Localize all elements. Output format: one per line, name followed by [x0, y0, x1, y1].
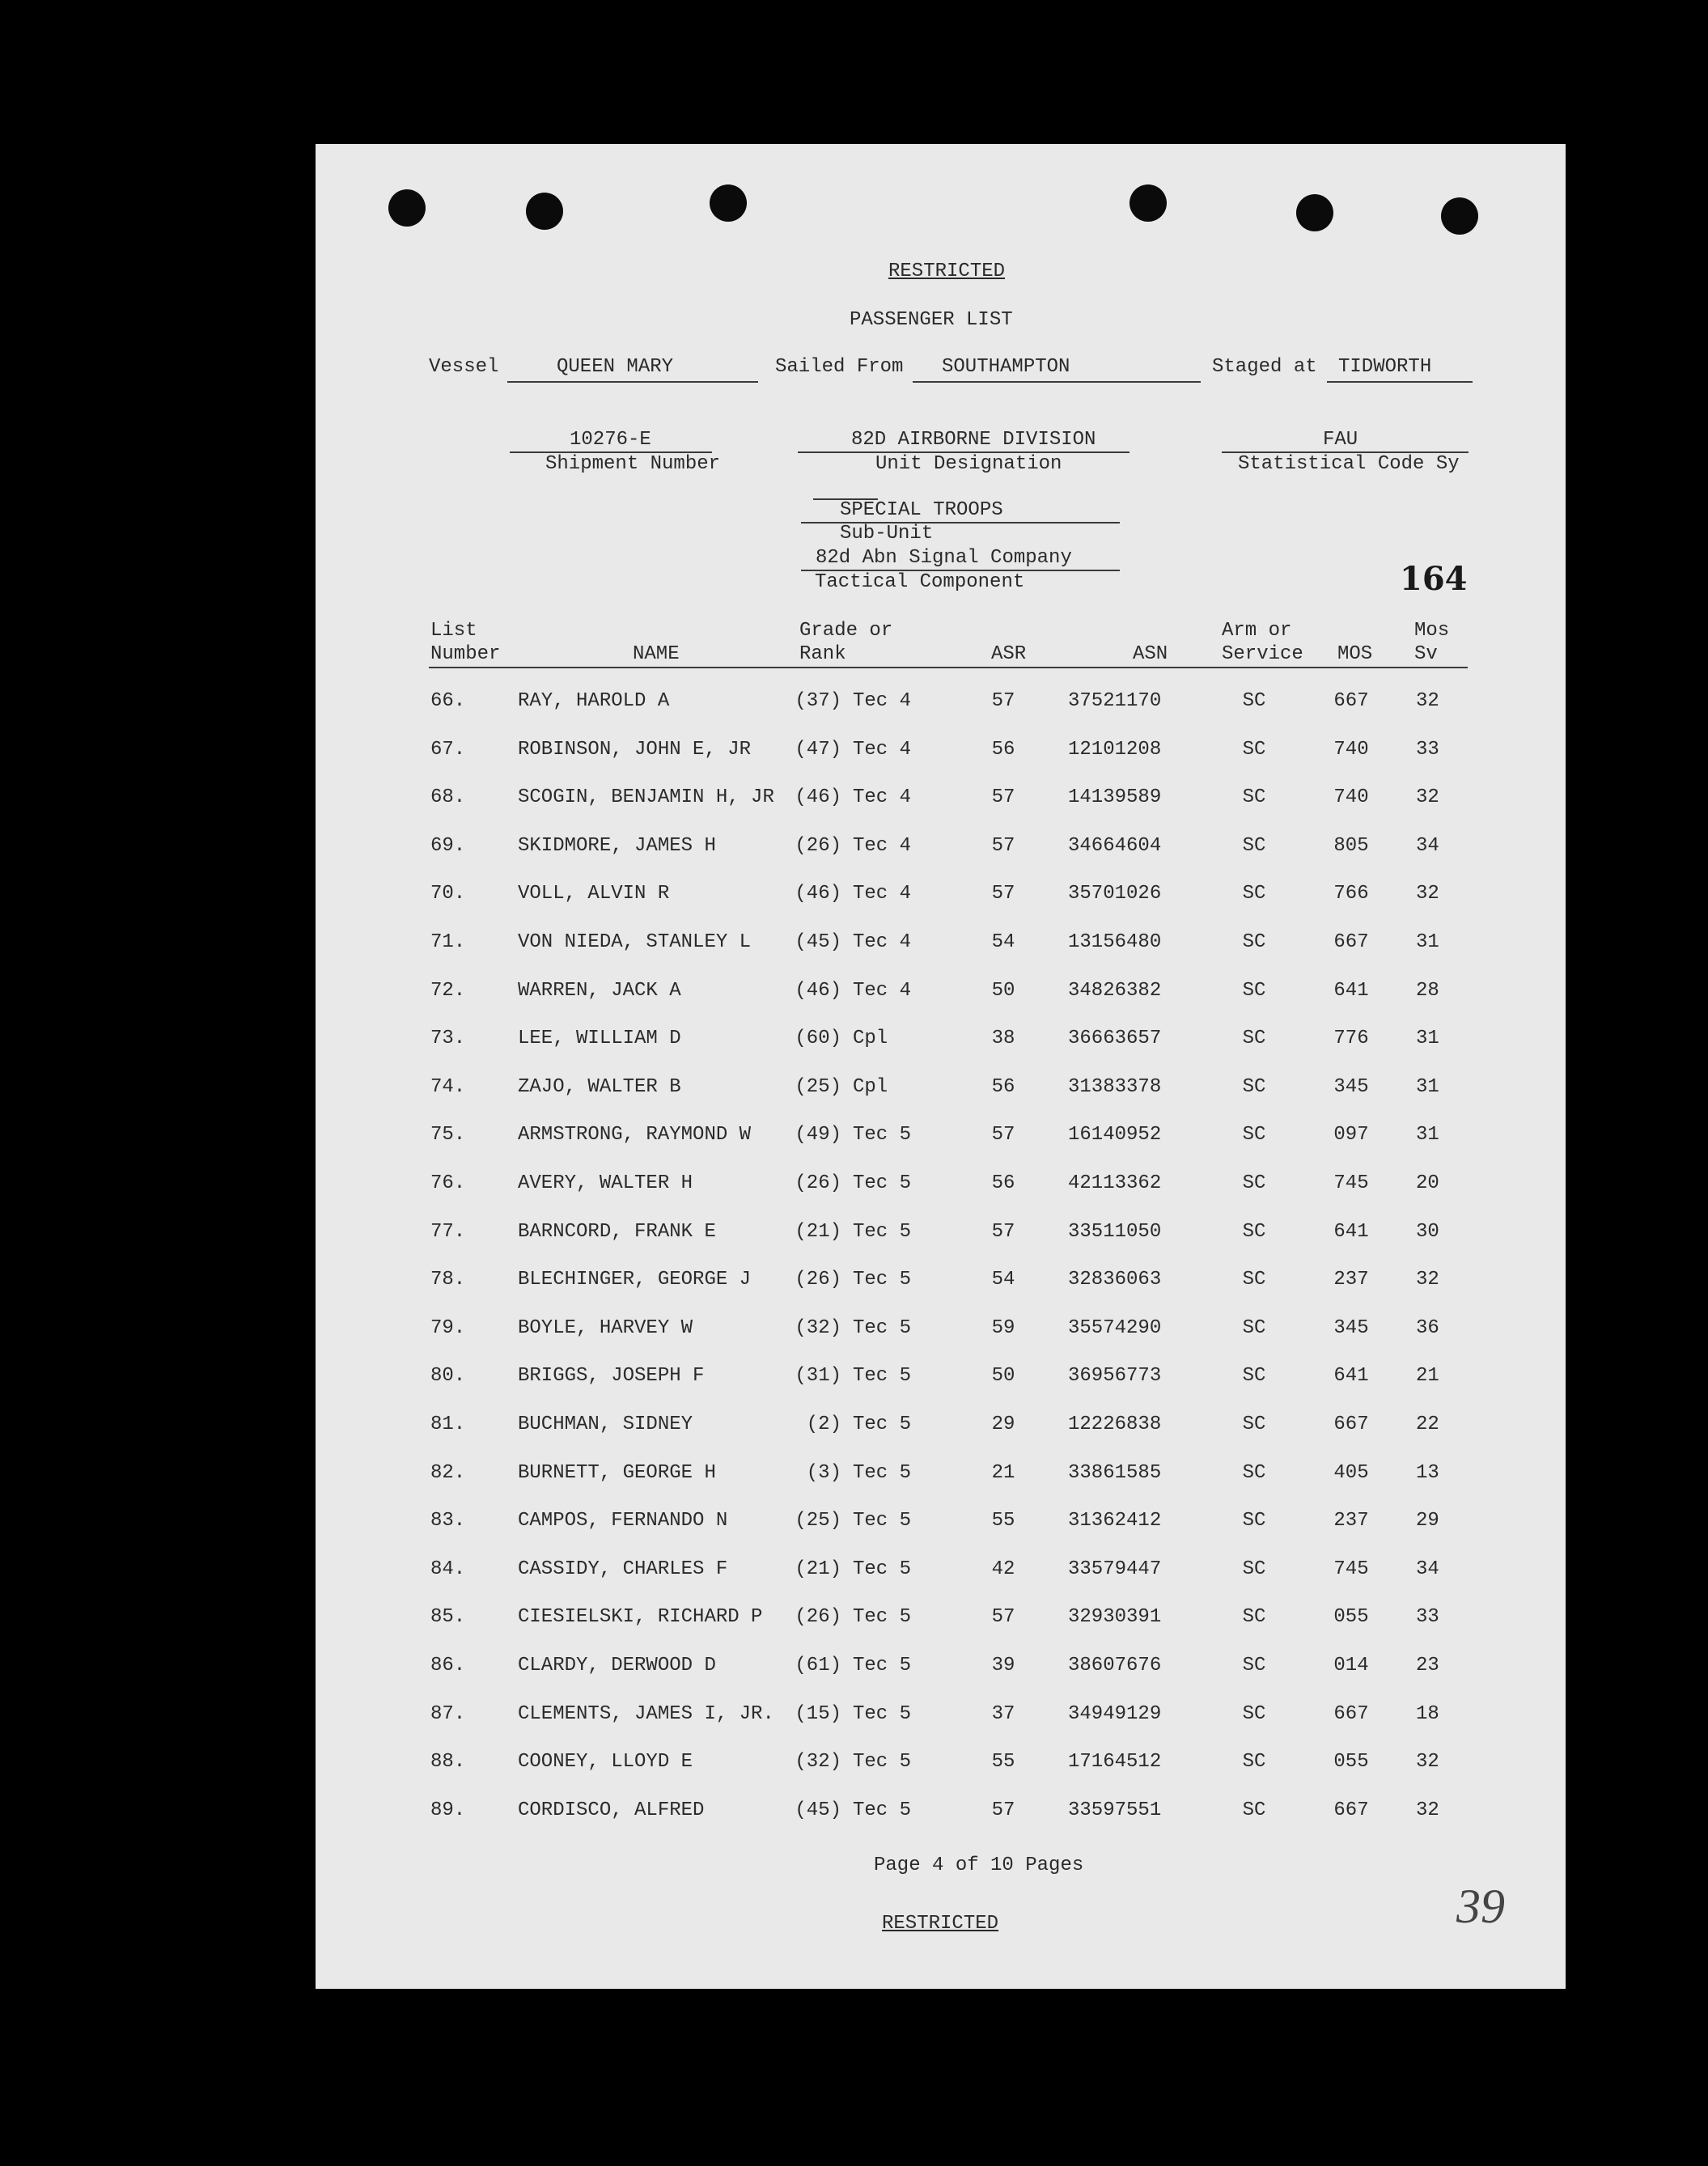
asn-value: 34826382 — [1068, 980, 1162, 1002]
col-name: NAME — [633, 643, 680, 665]
grade: Tec 5 — [853, 1510, 912, 1532]
asr-value: 57 — [991, 1124, 1015, 1146]
mos-sv-value: 13 — [1416, 1462, 1439, 1484]
asr-value: 56 — [991, 1172, 1015, 1194]
sailed-from-underline — [913, 381, 1201, 383]
mos-value: 745 — [1333, 1558, 1369, 1580]
grade: Tec 5 — [853, 1269, 912, 1291]
arm-service: SC — [1242, 1703, 1266, 1725]
mos-value: 237 — [1333, 1269, 1369, 1291]
table-row — [316, 1511, 1566, 1536]
asn-value: 14139589 — [1068, 786, 1162, 808]
punch-hole — [1296, 194, 1333, 231]
list-number: 88. — [430, 1751, 466, 1773]
unit-designation: 82D AIRBORNE DIVISION — [851, 429, 1096, 451]
passenger-name: SCOGIN, BENJAMIN H, JR — [518, 786, 774, 808]
grade: Tec 5 — [853, 1751, 912, 1773]
grade: Tec 4 — [853, 931, 912, 953]
col-mos-sv-line1: Mos — [1414, 620, 1450, 642]
arm-service: SC — [1242, 1076, 1266, 1098]
passenger-name: BUCHMAN, SIDNEY — [518, 1414, 693, 1435]
grade: Tec 4 — [853, 883, 912, 905]
tactical-component: 82d Abn Signal Company — [816, 547, 1072, 569]
mos-sv-value: 34 — [1416, 1558, 1439, 1580]
unit-designation-label: Unit Designation — [875, 453, 1062, 475]
mos-sv-value: 32 — [1416, 786, 1439, 808]
statistical-code-label: Statistical Code Sy — [1238, 453, 1460, 475]
grade: Tec 5 — [853, 1558, 912, 1580]
list-number: 77. — [430, 1221, 466, 1243]
mos-sv-value: 18 — [1416, 1703, 1439, 1725]
roster-number: (3) — [806, 1462, 841, 1484]
roster-number: (26) — [795, 1606, 841, 1628]
shipment-number: 10276-E — [570, 429, 651, 451]
asr-value: 57 — [991, 835, 1015, 857]
table-row — [316, 1464, 1566, 1488]
passenger-name: CIESIELSKI, RICHARD P — [518, 1606, 763, 1628]
col-list-number-line1: List — [430, 620, 477, 642]
asr-value: 57 — [991, 883, 1015, 905]
arm-service: SC — [1242, 786, 1266, 808]
mos-value: 667 — [1333, 690, 1369, 712]
list-number: 69. — [430, 835, 466, 857]
arm-service: SC — [1242, 1799, 1266, 1821]
statistical-code: FAU — [1323, 429, 1358, 451]
grade: Tec 5 — [853, 1414, 912, 1435]
passenger-name: COONEY, LLOYD E — [518, 1751, 693, 1773]
mos-value: 014 — [1333, 1655, 1369, 1676]
col-grade-line1: Grade or — [799, 620, 893, 642]
asn-value: 34949129 — [1068, 1703, 1162, 1725]
roster-number: (26) — [795, 835, 841, 857]
table-row — [316, 1174, 1566, 1198]
mos-sv-value: 33 — [1416, 739, 1439, 761]
sailed-from-label: Sailed From — [775, 356, 904, 378]
arm-service: SC — [1242, 1751, 1266, 1773]
list-number: 83. — [430, 1510, 466, 1532]
classification-bottom: RESTRICTED — [882, 1913, 999, 1935]
roster-number: (37) — [795, 690, 841, 712]
grade: Tec 5 — [853, 1655, 912, 1676]
list-number: 72. — [430, 980, 466, 1002]
table-row — [316, 1656, 1566, 1681]
table-row — [316, 1029, 1566, 1053]
mos-sv-value: 33 — [1416, 1606, 1439, 1628]
roster-number: (60) — [795, 1028, 841, 1049]
list-number: 85. — [430, 1606, 466, 1628]
list-number: 87. — [430, 1703, 466, 1725]
arm-service: SC — [1242, 739, 1266, 761]
classification-top: RESTRICTED — [888, 261, 1006, 282]
asn-value: 31362412 — [1068, 1510, 1162, 1532]
grade: Cpl — [853, 1028, 888, 1049]
grade: Tec 4 — [853, 980, 912, 1002]
roster-number: (25) — [795, 1510, 841, 1532]
passenger-name: ROBINSON, JOHN E, JR — [518, 739, 752, 761]
document-title: PASSENGER LIST — [850, 309, 1013, 331]
asr-value: 57 — [991, 1221, 1015, 1243]
passenger-name: LEE, WILLIAM D — [518, 1028, 681, 1049]
list-number: 67. — [430, 739, 466, 761]
arm-service: SC — [1242, 1510, 1266, 1532]
grade: Tec 4 — [853, 690, 912, 712]
asr-value: 55 — [991, 1510, 1015, 1532]
arm-service: SC — [1242, 883, 1266, 905]
arm-service: SC — [1242, 1365, 1266, 1387]
asr-value: 38 — [991, 1028, 1015, 1049]
list-number: 86. — [430, 1655, 466, 1676]
roster-number: (32) — [795, 1317, 841, 1339]
arm-service: SC — [1242, 835, 1266, 857]
tactical-component-label: Tactical Component — [815, 571, 1025, 593]
asn-value: 16140952 — [1068, 1124, 1162, 1146]
grade: Tec 5 — [853, 1799, 912, 1821]
roster-number: (46) — [795, 786, 841, 808]
roster-number: (15) — [795, 1703, 841, 1725]
mos-sv-value: 34 — [1416, 835, 1439, 857]
roster-number: (26) — [795, 1172, 841, 1194]
asr-value: 37 — [991, 1703, 1015, 1725]
list-number: 73. — [430, 1028, 466, 1049]
mos-value: 740 — [1333, 786, 1369, 808]
mos-sv-value: 21 — [1416, 1365, 1439, 1387]
grade: Cpl — [853, 1076, 888, 1098]
arm-service: SC — [1242, 980, 1266, 1002]
asr-value: 50 — [991, 980, 1015, 1002]
mos-value: 405 — [1333, 1462, 1369, 1484]
asr-value: 39 — [991, 1655, 1015, 1676]
passenger-name: VOLL, ALVIN R — [518, 883, 670, 905]
asn-value: 37521170 — [1068, 690, 1162, 712]
roster-number: (46) — [795, 980, 841, 1002]
asr-value: 56 — [991, 739, 1015, 761]
shipment-number-label: Shipment Number — [545, 453, 721, 475]
roster-number: (47) — [795, 739, 841, 761]
asr-value: 57 — [991, 1606, 1015, 1628]
passenger-name: SKIDMORE, JAMES H — [518, 835, 716, 857]
list-number: 74. — [430, 1076, 466, 1098]
mos-value: 641 — [1333, 1365, 1369, 1387]
mos-sv-value: 29 — [1416, 1510, 1439, 1532]
mos-sv-value: 31 — [1416, 1124, 1439, 1146]
mos-sv-value: 23 — [1416, 1655, 1439, 1676]
mos-sv-value: 32 — [1416, 883, 1439, 905]
asn-value: 17164512 — [1068, 1751, 1162, 1773]
roster-number: (45) — [795, 931, 841, 953]
sub-unit: SPECIAL TROOPS — [840, 499, 1003, 521]
roster-number: (49) — [795, 1124, 841, 1146]
passenger-name: CLEMENTS, JAMES I, JR. — [518, 1703, 774, 1725]
arm-service: SC — [1242, 1558, 1266, 1580]
list-number: 68. — [430, 786, 466, 808]
asr-value: 59 — [991, 1317, 1015, 1339]
punch-hole — [1441, 197, 1478, 235]
table-row — [316, 981, 1566, 1006]
list-number: 80. — [430, 1365, 466, 1387]
arm-service: SC — [1242, 1221, 1266, 1243]
list-number: 76. — [430, 1172, 466, 1194]
mos-value: 776 — [1333, 1028, 1369, 1049]
arm-service: SC — [1242, 1124, 1266, 1146]
mos-value: 055 — [1333, 1606, 1369, 1628]
grade: Tec 5 — [853, 1317, 912, 1339]
passenger-name: WARREN, JACK A — [518, 980, 681, 1002]
col-asn: ASN — [1133, 643, 1168, 665]
asn-value: 32930391 — [1068, 1606, 1162, 1628]
arm-service: SC — [1242, 1172, 1266, 1194]
mos-sv-value: 32 — [1416, 690, 1439, 712]
list-number: 78. — [430, 1269, 466, 1291]
arm-service: SC — [1242, 1414, 1266, 1435]
table-row — [316, 1415, 1566, 1439]
table-row — [316, 884, 1566, 909]
staged-at-underline — [1327, 381, 1473, 383]
asn-value: 34664604 — [1068, 835, 1162, 857]
vessel-value: QUEEN MARY — [557, 356, 674, 378]
mos-sv-value: 22 — [1416, 1414, 1439, 1435]
passenger-name: BLECHINGER, GEORGE J — [518, 1269, 752, 1291]
col-arm-line1: Arm or — [1222, 620, 1292, 642]
mos-sv-value: 36 — [1416, 1317, 1439, 1339]
roster-number: (32) — [795, 1751, 841, 1773]
asn-value: 33597551 — [1068, 1799, 1162, 1821]
table-row — [316, 1078, 1566, 1102]
col-grade-line2: Rank — [799, 643, 846, 665]
list-number: 75. — [430, 1124, 466, 1146]
roster-number: (21) — [795, 1221, 841, 1243]
mos-value: 667 — [1333, 1703, 1369, 1725]
mos-sv-value: 32 — [1416, 1751, 1439, 1773]
handwritten-number: 39 — [1456, 1880, 1505, 1933]
table-row — [316, 788, 1566, 812]
asr-value: 21 — [991, 1462, 1015, 1484]
roster-number: (46) — [795, 883, 841, 905]
grade: Tec 4 — [853, 835, 912, 857]
mos-value: 667 — [1333, 1799, 1369, 1821]
asn-value: 12101208 — [1068, 739, 1162, 761]
table-row — [316, 933, 1566, 957]
asr-value: 50 — [991, 1365, 1015, 1387]
grade: Tec 5 — [853, 1703, 912, 1725]
mos-sv-value: 31 — [1416, 931, 1439, 953]
document-page — [316, 144, 1566, 1989]
col-list-number-line2: Number — [430, 643, 501, 665]
asn-value: 33579447 — [1068, 1558, 1162, 1580]
punch-hole — [526, 193, 563, 230]
asr-value: 29 — [991, 1414, 1015, 1435]
punch-hole — [388, 189, 426, 227]
roster-number: (21) — [795, 1558, 841, 1580]
mos-sv-value: 32 — [1416, 1799, 1439, 1821]
grade: Tec 4 — [853, 786, 912, 808]
mos-sv-value: 31 — [1416, 1028, 1439, 1049]
table-row — [316, 1560, 1566, 1584]
passenger-name: AVERY, WALTER H — [518, 1172, 693, 1194]
mos-value: 097 — [1333, 1124, 1369, 1146]
mos-value: 237 — [1333, 1510, 1369, 1532]
asn-value: 36663657 — [1068, 1028, 1162, 1049]
table-row — [316, 692, 1566, 716]
header-rule — [429, 667, 1468, 668]
grade: Tec 5 — [853, 1221, 912, 1243]
passenger-name: BOYLE, HARVEY W — [518, 1317, 693, 1339]
list-number: 81. — [430, 1414, 466, 1435]
roster-number: (26) — [795, 1269, 841, 1291]
staged-at-label: Staged at — [1212, 356, 1317, 378]
table-row — [316, 1753, 1566, 1777]
passenger-name: VON NIEDA, STANLEY L — [518, 931, 752, 953]
page-info: Page 4 of 10 Pages — [874, 1854, 1084, 1876]
roster-number: (61) — [795, 1655, 841, 1676]
mos-sv-value: 20 — [1416, 1172, 1439, 1194]
mos-value: 745 — [1333, 1172, 1369, 1194]
mos-value: 055 — [1333, 1751, 1369, 1773]
table-row — [316, 1801, 1566, 1825]
roster-number: (2) — [806, 1414, 841, 1435]
asr-value: 54 — [991, 1269, 1015, 1291]
grade: Tec 5 — [853, 1124, 912, 1146]
list-number: 79. — [430, 1317, 466, 1339]
col-asr: ASR — [991, 643, 1027, 665]
passenger-name: CAMPOS, FERNANDO N — [518, 1510, 728, 1532]
mos-value: 667 — [1333, 931, 1369, 953]
passenger-name: CLARDY, DERWOOD D — [518, 1655, 716, 1676]
table-row — [316, 1705, 1566, 1729]
list-number: 66. — [430, 690, 466, 712]
grade: Tec 5 — [853, 1606, 912, 1628]
mos-value: 766 — [1333, 883, 1369, 905]
grade: Tec 5 — [853, 1365, 912, 1387]
sailed-from-value: SOUTHAMPTON — [942, 356, 1070, 378]
table-row — [316, 1319, 1566, 1343]
arm-service: SC — [1242, 931, 1266, 953]
stamp-number: 164 — [1400, 560, 1468, 598]
roster-number: (45) — [795, 1799, 841, 1821]
mos-value: 740 — [1333, 739, 1369, 761]
roster-number: (25) — [795, 1076, 841, 1098]
table-row — [316, 1608, 1566, 1632]
mos-value: 641 — [1333, 980, 1369, 1002]
arm-service: SC — [1242, 1028, 1266, 1049]
punch-hole — [710, 184, 747, 222]
mos-value: 345 — [1333, 1076, 1369, 1098]
mos-value: 345 — [1333, 1317, 1369, 1339]
grade: Tec 4 — [853, 739, 912, 761]
arm-service: SC — [1242, 1317, 1266, 1339]
asr-value: 54 — [991, 931, 1015, 953]
passenger-name: CASSIDY, CHARLES F — [518, 1558, 728, 1580]
roster-number: (31) — [795, 1365, 841, 1387]
table-row — [316, 837, 1566, 861]
arm-service: SC — [1242, 1269, 1266, 1291]
grade: Tec 5 — [853, 1172, 912, 1194]
asr-value: 57 — [991, 1799, 1015, 1821]
sub-unit-label: Sub-Unit — [840, 523, 934, 545]
passenger-name: BRIGGS, JOSEPH F — [518, 1365, 705, 1387]
vessel-underline — [507, 381, 758, 383]
arm-service: SC — [1242, 1606, 1266, 1628]
table-row — [316, 1223, 1566, 1247]
asn-value: 36956773 — [1068, 1365, 1162, 1387]
col-mos: MOS — [1337, 643, 1373, 665]
asn-value: 35701026 — [1068, 883, 1162, 905]
passenger-name: BARNCORD, FRANK E — [518, 1221, 716, 1243]
col-mos-sv-line2: Sv — [1414, 643, 1438, 665]
mos-value: 641 — [1333, 1221, 1369, 1243]
list-number: 70. — [430, 883, 466, 905]
asn-value: 42113362 — [1068, 1172, 1162, 1194]
mos-sv-value: 30 — [1416, 1221, 1439, 1243]
list-number: 82. — [430, 1462, 466, 1484]
asn-value: 33511050 — [1068, 1221, 1162, 1243]
mos-sv-value: 28 — [1416, 980, 1439, 1002]
asr-value: 42 — [991, 1558, 1015, 1580]
asr-value: 57 — [991, 786, 1015, 808]
passenger-name: BURNETT, GEORGE H — [518, 1462, 716, 1484]
asn-value: 32836063 — [1068, 1269, 1162, 1291]
mos-value: 667 — [1333, 1414, 1369, 1435]
list-number: 71. — [430, 931, 466, 953]
col-arm-line2: Service — [1222, 643, 1303, 665]
passenger-name: RAY, HAROLD A — [518, 690, 670, 712]
staged-at-value: TIDWORTH — [1338, 356, 1432, 378]
asr-value: 55 — [991, 1751, 1015, 1773]
asn-value: 31383378 — [1068, 1076, 1162, 1098]
mos-sv-value: 32 — [1416, 1269, 1439, 1291]
list-number: 89. — [430, 1799, 466, 1821]
table-row — [316, 740, 1566, 765]
asr-value: 57 — [991, 690, 1015, 712]
passenger-name: CORDISCO, ALFRED — [518, 1799, 705, 1821]
arm-service: SC — [1242, 690, 1266, 712]
asn-value: 35574290 — [1068, 1317, 1162, 1339]
arm-service: SC — [1242, 1462, 1266, 1484]
table-row — [316, 1270, 1566, 1295]
vessel-label: Vessel — [429, 356, 499, 378]
asn-value: 13156480 — [1068, 931, 1162, 953]
passenger-name: ZAJO, WALTER B — [518, 1076, 681, 1098]
table-row — [316, 1367, 1566, 1391]
mos-value: 805 — [1333, 835, 1369, 857]
asn-value: 38607676 — [1068, 1655, 1162, 1676]
passenger-name: ARMSTRONG, RAYMOND W — [518, 1124, 752, 1146]
asr-value: 56 — [991, 1076, 1015, 1098]
grade: Tec 5 — [853, 1462, 912, 1484]
asn-value: 12226838 — [1068, 1414, 1162, 1435]
punch-hole — [1129, 184, 1167, 222]
table-row — [316, 1125, 1566, 1150]
mos-sv-value: 31 — [1416, 1076, 1439, 1098]
list-number: 84. — [430, 1558, 466, 1580]
asn-value: 33861585 — [1068, 1462, 1162, 1484]
arm-service: SC — [1242, 1655, 1266, 1676]
